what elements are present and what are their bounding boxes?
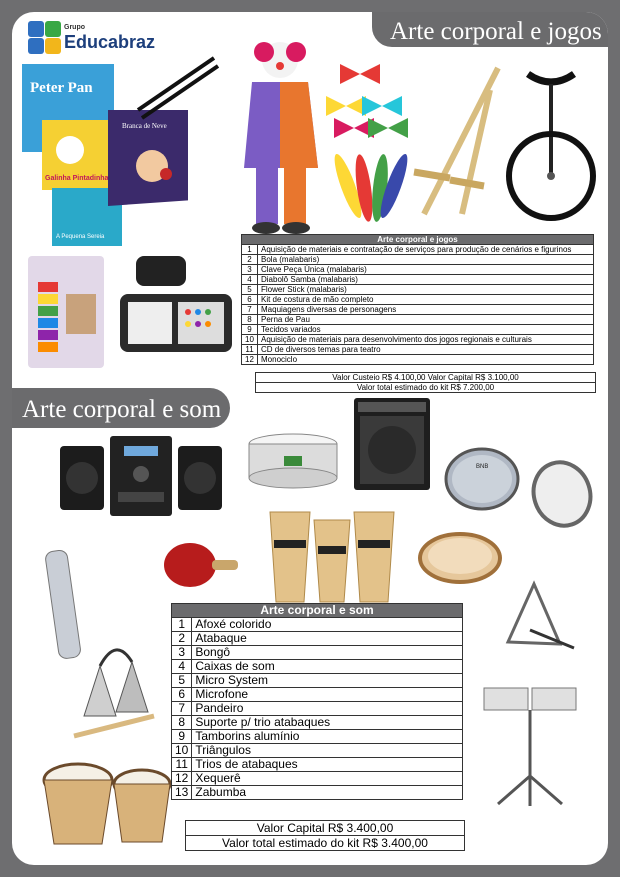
item-label: Bola (malabaris): [258, 255, 594, 265]
dvd-galinha-label: Galinha Pintadinha: [45, 175, 109, 182]
item-number: 4: [172, 660, 192, 674]
table-row: [172, 688, 463, 702]
item-number: 7: [172, 702, 192, 716]
table-row: [242, 335, 594, 345]
item-number: 11: [242, 345, 258, 355]
item-number: 3: [242, 265, 258, 275]
item-number: 10: [172, 744, 192, 758]
item-number: 6: [242, 295, 258, 305]
item-label: Trios de atabaques: [192, 758, 463, 772]
item-label: Micro System: [192, 674, 463, 688]
item-number: 1: [172, 618, 192, 632]
item-number: 7: [242, 305, 258, 315]
table-row: [172, 646, 463, 660]
item-label: Zabumba: [192, 786, 463, 800]
table-row: [242, 265, 594, 275]
amplifier-image: [352, 396, 432, 492]
value-line-capital: Valor Capital R$ 3.400,00: [256, 821, 394, 835]
timbales-stand-image: [478, 680, 582, 808]
agogo-image: [64, 636, 164, 740]
table-row: [242, 275, 594, 285]
stilts-image: [410, 62, 506, 222]
section-title-som: Arte corporal e som: [12, 388, 230, 428]
item-label: Aquisição de materiais e contratação de serviços para produção de cenários e figurinos: [258, 245, 594, 255]
table-row: [172, 772, 463, 786]
micro-system-image: [58, 434, 224, 520]
item-label: Suporte p/ trio atabaques: [192, 716, 463, 730]
item-label: Perna de Pau: [258, 315, 594, 325]
drum-brand-label: BNB: [476, 464, 489, 470]
table-title: Arte corporal e som: [172, 604, 463, 618]
item-label: Caixas de som: [192, 660, 463, 674]
triangle-image: [504, 572, 580, 652]
item-number: 2: [242, 255, 258, 265]
table-row: [172, 758, 463, 772]
item-label: Flower Stick (malabaris): [258, 285, 594, 295]
item-number: 1: [242, 245, 258, 255]
atabaques-image: [266, 506, 400, 606]
page: [12, 12, 608, 865]
item-number: 9: [172, 730, 192, 744]
table-row: [172, 744, 463, 758]
malabar-sticks-image: [132, 52, 222, 122]
diabolo-image: [316, 52, 412, 142]
logo-name: Educabraz: [64, 32, 156, 52]
table-row: [172, 730, 463, 744]
tamborim-side-image: [526, 456, 596, 532]
item-label: Tecidos variados: [258, 325, 594, 335]
item-number: 8: [172, 716, 192, 730]
value-line-total: Valor total estimado do kit R$ 7.200,00: [256, 382, 595, 392]
shaker-xequere-image: [160, 538, 242, 592]
item-label: Xequerê: [192, 772, 463, 786]
table-row: [242, 305, 594, 315]
table-row: [242, 285, 594, 295]
section-title-jogos: Arte corporal e jogos: [372, 12, 608, 47]
table-row: [242, 295, 594, 305]
item-number: 12: [172, 772, 192, 786]
dvd-peter-pan-label: Peter Pan: [30, 80, 93, 96]
item-number: 5: [242, 285, 258, 295]
table-arte-corporal-som: [171, 603, 463, 800]
makeup-kit-image: [26, 254, 106, 370]
item-label: Microfone: [192, 688, 463, 702]
item-number: 9: [242, 325, 258, 335]
logo-grupo: Grupo: [64, 24, 85, 31]
table-row: [242, 255, 594, 265]
table-row: [172, 632, 463, 646]
item-label: Kit de costura de mão completo: [258, 295, 594, 305]
item-label: Aquisição de materiais para desenvolvimento dos jogos regionais e culturais: [258, 335, 594, 345]
item-number: 13: [172, 786, 192, 800]
item-number: 8: [242, 315, 258, 325]
snare-drum-image: [246, 430, 340, 492]
item-number: 6: [172, 688, 192, 702]
item-number: 2: [172, 632, 192, 646]
value-box-jogos: [255, 372, 596, 393]
item-label: Afoxé colorido: [192, 618, 463, 632]
value-line-total: Valor total estimado do kit R$ 3.400,00: [186, 835, 464, 850]
table-row: [172, 786, 463, 800]
table-row: [172, 716, 463, 730]
item-number: 5: [172, 674, 192, 688]
logo: [26, 20, 156, 56]
item-label: CD de diversos temas para teatro: [258, 345, 594, 355]
dvd-branca-label: Branca de Neve: [122, 122, 167, 130]
item-label: Clave Peça Única (malabaris): [258, 265, 594, 275]
table-row: [242, 315, 594, 325]
value-box-som: [185, 820, 465, 851]
dvd-sereia-label: A Pequena Sereia: [56, 234, 105, 240]
item-number: 11: [172, 758, 192, 772]
table-row: [242, 355, 594, 365]
item-label: Maquiagens diversas de personagens: [258, 305, 594, 315]
item-label: Tamborins alumínio: [192, 730, 463, 744]
item-label: Bongô: [192, 646, 463, 660]
tamborim-image: [442, 444, 522, 514]
sewing-kit-image: [114, 252, 238, 358]
table-row: [242, 245, 594, 255]
bongo-image: [38, 754, 178, 854]
value-line-custeio: Valor Custeio R$ 4.100,00 Valor Capital R$ 3.100,00: [332, 373, 519, 382]
juggling-clubs-image: [318, 142, 414, 226]
item-number: 12: [242, 355, 258, 365]
table-row: [172, 674, 463, 688]
table-row: [242, 345, 594, 355]
item-number: 10: [242, 335, 258, 345]
pandeiro-image: [416, 528, 504, 588]
item-label: Triângulos: [192, 744, 463, 758]
unicycle-image: [506, 60, 596, 232]
table-row: [242, 325, 594, 335]
table-row: [172, 660, 463, 674]
item-label: Atabaque: [192, 632, 463, 646]
clown-costume-image: [236, 38, 328, 238]
table-row: [172, 702, 463, 716]
table-row: [172, 618, 463, 632]
item-label: Pandeiro: [192, 702, 463, 716]
item-number: 4: [242, 275, 258, 285]
logo-icon: [26, 20, 62, 56]
table-arte-corporal-jogos: [241, 234, 594, 365]
item-number: 3: [172, 646, 192, 660]
dvd-branca-de-neve-image: [108, 110, 192, 208]
item-label: Monociclo: [258, 355, 594, 365]
table-title: Arte corporal e jogos: [242, 235, 594, 245]
item-label: Diabolô Samba (malabaris): [258, 275, 594, 285]
